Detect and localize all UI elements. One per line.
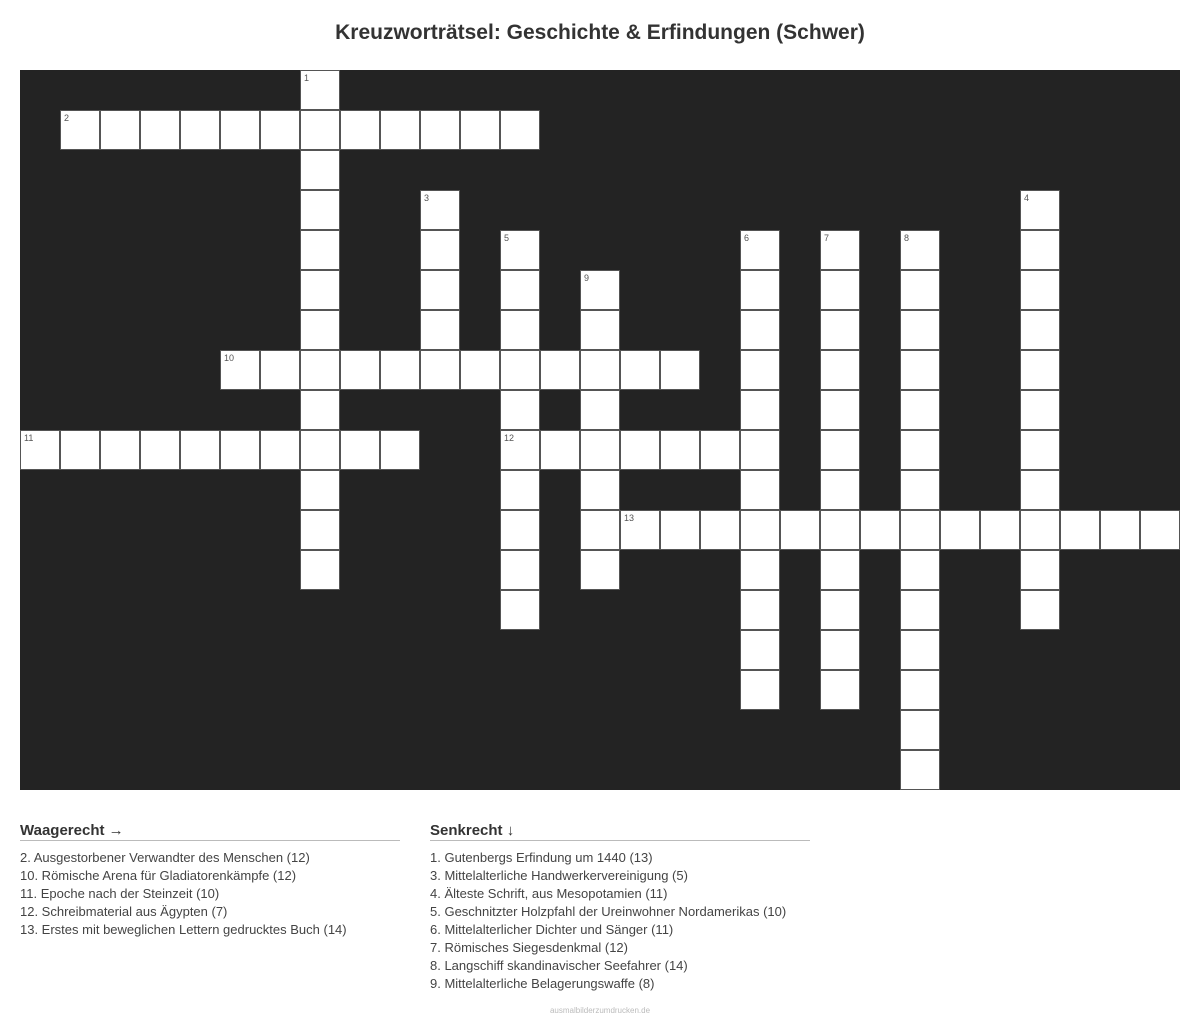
grid-cell[interactable] [900, 350, 940, 390]
grid-cell[interactable] [900, 430, 940, 470]
grid-cell[interactable] [300, 430, 340, 470]
grid-cell[interactable] [20, 430, 60, 470]
grid-cell[interactable] [820, 390, 860, 430]
grid-cell[interactable] [740, 510, 780, 550]
clue-number: 5 [504, 233, 510, 243]
clue-number: 4 [1024, 193, 1030, 203]
clue-down-3: 3. Mittelalterliche Handwerkervereinigung (5) [430, 868, 688, 883]
grid-cell[interactable] [740, 470, 780, 510]
grid-cell[interactable] [300, 230, 340, 270]
grid-cell[interactable] [1020, 190, 1060, 230]
grid-cell[interactable] [260, 110, 300, 150]
grid-cell[interactable] [540, 430, 580, 470]
grid-cell[interactable] [540, 350, 580, 390]
grid-cell[interactable] [740, 390, 780, 430]
grid-cell[interactable] [580, 350, 620, 390]
clue-number: 12 [504, 433, 515, 443]
grid-cell[interactable] [460, 350, 500, 390]
grid-cell[interactable] [580, 550, 620, 590]
grid-cell[interactable] [140, 110, 180, 150]
grid-cell[interactable] [500, 390, 540, 430]
clue-number: 8 [904, 233, 910, 243]
grid-cell[interactable] [980, 510, 1020, 550]
grid-cell[interactable] [940, 510, 980, 550]
grid-cell[interactable] [740, 550, 780, 590]
grid-cell[interactable] [740, 430, 780, 470]
grid-cell[interactable] [1020, 270, 1060, 310]
clue-number: 3 [424, 193, 430, 203]
grid-cell[interactable] [300, 510, 340, 550]
grid-cell[interactable] [300, 70, 340, 110]
grid-cell[interactable] [1020, 350, 1060, 390]
grid-cell[interactable] [820, 630, 860, 670]
grid-cell[interactable] [660, 350, 700, 390]
down-clue-list [430, 849, 810, 993]
grid-cell[interactable] [100, 430, 140, 470]
clue-number: 13 [624, 513, 635, 523]
clue-number: 11 [24, 433, 34, 443]
grid-cell[interactable] [300, 110, 340, 150]
right-arrow-icon: → [108, 822, 124, 839]
clue-across-13: 13. Erstes mit beweglichen Lettern gedrucktes Buch (14) [20, 922, 347, 937]
grid-cell[interactable] [500, 550, 540, 590]
grid-cell[interactable] [420, 110, 460, 150]
clue-down-8: 8. Langschiff skandinavischer Seefahrer (14) [430, 958, 688, 973]
grid-cell[interactable] [340, 350, 380, 390]
grid-cell[interactable] [780, 510, 820, 550]
clue-across-11: 11. Epoche nach der Steinzeit (10) [20, 886, 220, 901]
grid-cell[interactable] [500, 470, 540, 510]
crossword-grid [20, 70, 1180, 790]
grid-cell[interactable] [220, 350, 260, 390]
clue-number: 2 [64, 113, 70, 123]
grid-cell[interactable] [900, 550, 940, 590]
clue-down-5: 5. Geschnitzter Holzpfahl der Ureinwohner Nordamerikas (10) [430, 904, 787, 919]
grid-cell[interactable] [740, 230, 780, 270]
clue-down-7: 7. Römisches Siegesdenkmal (12) [430, 940, 628, 955]
grid-cell[interactable] [300, 390, 340, 430]
grid-cell[interactable] [820, 230, 860, 270]
grid-cell[interactable] [300, 470, 340, 510]
grid-cell[interactable] [820, 430, 860, 470]
grid-cell[interactable] [860, 510, 900, 550]
grid-cell[interactable] [820, 670, 860, 710]
grid-cell[interactable] [1100, 510, 1140, 550]
grid-cell[interactable] [1020, 310, 1060, 350]
grid-cell[interactable] [300, 310, 340, 350]
grid-cell[interactable] [740, 670, 780, 710]
grid-cell[interactable] [580, 310, 620, 350]
grid-cell[interactable] [420, 190, 460, 230]
grid-cell[interactable] [1020, 590, 1060, 630]
grid-cell[interactable] [500, 270, 540, 310]
grid-cell[interactable] [740, 630, 780, 670]
grid-cell[interactable] [700, 510, 740, 550]
grid-cell[interactable] [1140, 510, 1180, 550]
grid-cell[interactable] [420, 350, 460, 390]
across-heading-label: Waagerecht [20, 822, 105, 839]
grid-cell[interactable] [500, 110, 540, 150]
grid-cell[interactable] [220, 430, 260, 470]
grid-cell[interactable] [100, 110, 140, 150]
grid-cell[interactable] [1060, 510, 1100, 550]
clue-down-6: 6. Mittelalterlicher Dichter und Sänger (11) [430, 922, 674, 937]
clue-across-2: 2. Ausgestorbener Verwandter des Menschen (12) [20, 850, 310, 865]
grid-cell[interactable] [420, 310, 460, 350]
grid-cell[interactable] [900, 710, 940, 750]
clue-down-4: 4. Älteste Schrift, aus Mesopotamien (11) [430, 886, 668, 901]
grid-cell[interactable] [820, 470, 860, 510]
grid-cell[interactable] [620, 430, 660, 470]
grid-cell[interactable] [500, 430, 540, 470]
grid-cell[interactable] [580, 430, 620, 470]
grid-cell[interactable] [700, 430, 740, 470]
grid-cell[interactable] [300, 550, 340, 590]
grid-cell[interactable] [900, 630, 940, 670]
clue-down-9: 9. Mittelalterliche Belagerungswaffe (8) [430, 976, 655, 991]
grid-cell[interactable] [180, 430, 220, 470]
clue-across-10: 10. Römische Arena für Gladiatorenkämpfe (12) [20, 868, 297, 883]
grid-cell[interactable] [140, 430, 180, 470]
grid-cell[interactable] [1020, 550, 1060, 590]
grid-cell[interactable] [500, 230, 540, 270]
down-arrow-icon: ↓ [506, 822, 515, 839]
grid-cell[interactable] [500, 310, 540, 350]
grid-cell[interactable] [900, 230, 940, 270]
grid-cell[interactable] [420, 230, 460, 270]
grid-cell[interactable] [620, 510, 660, 550]
grid-cell[interactable] [900, 390, 940, 430]
grid-cell[interactable] [1020, 470, 1060, 510]
grid-cell[interactable] [500, 350, 540, 390]
grid-cell[interactable] [820, 270, 860, 310]
grid-cell[interactable] [500, 510, 540, 550]
clue-number: 9 [584, 273, 590, 283]
across-clue-list [20, 849, 400, 939]
clue-number: 10 [224, 353, 235, 363]
down-heading [430, 822, 810, 841]
grid-cell[interactable] [300, 270, 340, 310]
grid-cell[interactable] [900, 510, 940, 550]
grid-cell[interactable] [340, 430, 380, 470]
clue-across-12: 12. Schreibmaterial aus Ägypten (7) [20, 904, 228, 919]
grid-cell[interactable] [380, 350, 420, 390]
grid-cell[interactable] [660, 510, 700, 550]
grid-cell[interactable] [820, 310, 860, 350]
grid-cell[interactable] [300, 350, 340, 390]
grid-cell[interactable] [1020, 510, 1060, 550]
grid-cell[interactable] [900, 310, 940, 350]
grid-cell[interactable] [740, 350, 780, 390]
grid-cell[interactable] [900, 270, 940, 310]
grid-cell[interactable] [820, 510, 860, 550]
across-heading [20, 822, 400, 841]
grid-cell[interactable] [380, 110, 420, 150]
clue-down-1: 1. Gutenbergs Erfindung um 1440 (13) [430, 850, 653, 865]
grid-cell[interactable] [460, 110, 500, 150]
grid-cell[interactable] [1020, 390, 1060, 430]
grid-cell[interactable] [580, 390, 620, 430]
grid-cell[interactable] [60, 110, 100, 150]
grid-cell[interactable] [580, 270, 620, 310]
grid-cell[interactable] [180, 110, 220, 150]
grid-cell[interactable] [220, 110, 260, 150]
down-heading-label: Senkrecht [430, 822, 503, 839]
grid-cell[interactable] [260, 430, 300, 470]
grid-cell[interactable] [740, 590, 780, 630]
grid-cell[interactable] [500, 590, 540, 630]
clue-number: 6 [744, 233, 750, 243]
grid-cell[interactable] [900, 670, 940, 710]
grid-cell[interactable] [820, 550, 860, 590]
grid-cell[interactable] [740, 310, 780, 350]
clue-number: 1 [304, 73, 310, 83]
down-clues [430, 822, 810, 993]
grid-cell[interactable] [900, 750, 940, 790]
grid-cell[interactable] [660, 430, 700, 470]
grid-cell[interactable] [300, 150, 340, 190]
grid-cell[interactable] [580, 510, 620, 550]
grid-cell[interactable] [380, 430, 420, 470]
grid-cell[interactable] [820, 590, 860, 630]
grid-cell[interactable] [740, 270, 780, 310]
grid-cell[interactable] [260, 350, 300, 390]
page-title: Kreuzworträtsel: Geschichte & Erfindungen (Schwer) [335, 21, 865, 44]
clue-number: 7 [824, 233, 830, 243]
grid-cell[interactable] [300, 190, 340, 230]
grid-cell[interactable] [620, 350, 660, 390]
grid-cell[interactable] [340, 110, 380, 150]
grid-cell[interactable] [580, 470, 620, 510]
grid-cell[interactable] [900, 590, 940, 630]
footer-credit: ausmalbilderzumdrucken.de [549, 1006, 651, 1015]
across-clues [20, 822, 400, 939]
grid-cell[interactable] [1020, 430, 1060, 470]
grid-cell[interactable] [1020, 230, 1060, 270]
grid-cell[interactable] [420, 270, 460, 310]
grid-cell[interactable] [60, 430, 100, 470]
grid-cell[interactable] [820, 350, 860, 390]
grid-cell[interactable] [900, 470, 940, 510]
